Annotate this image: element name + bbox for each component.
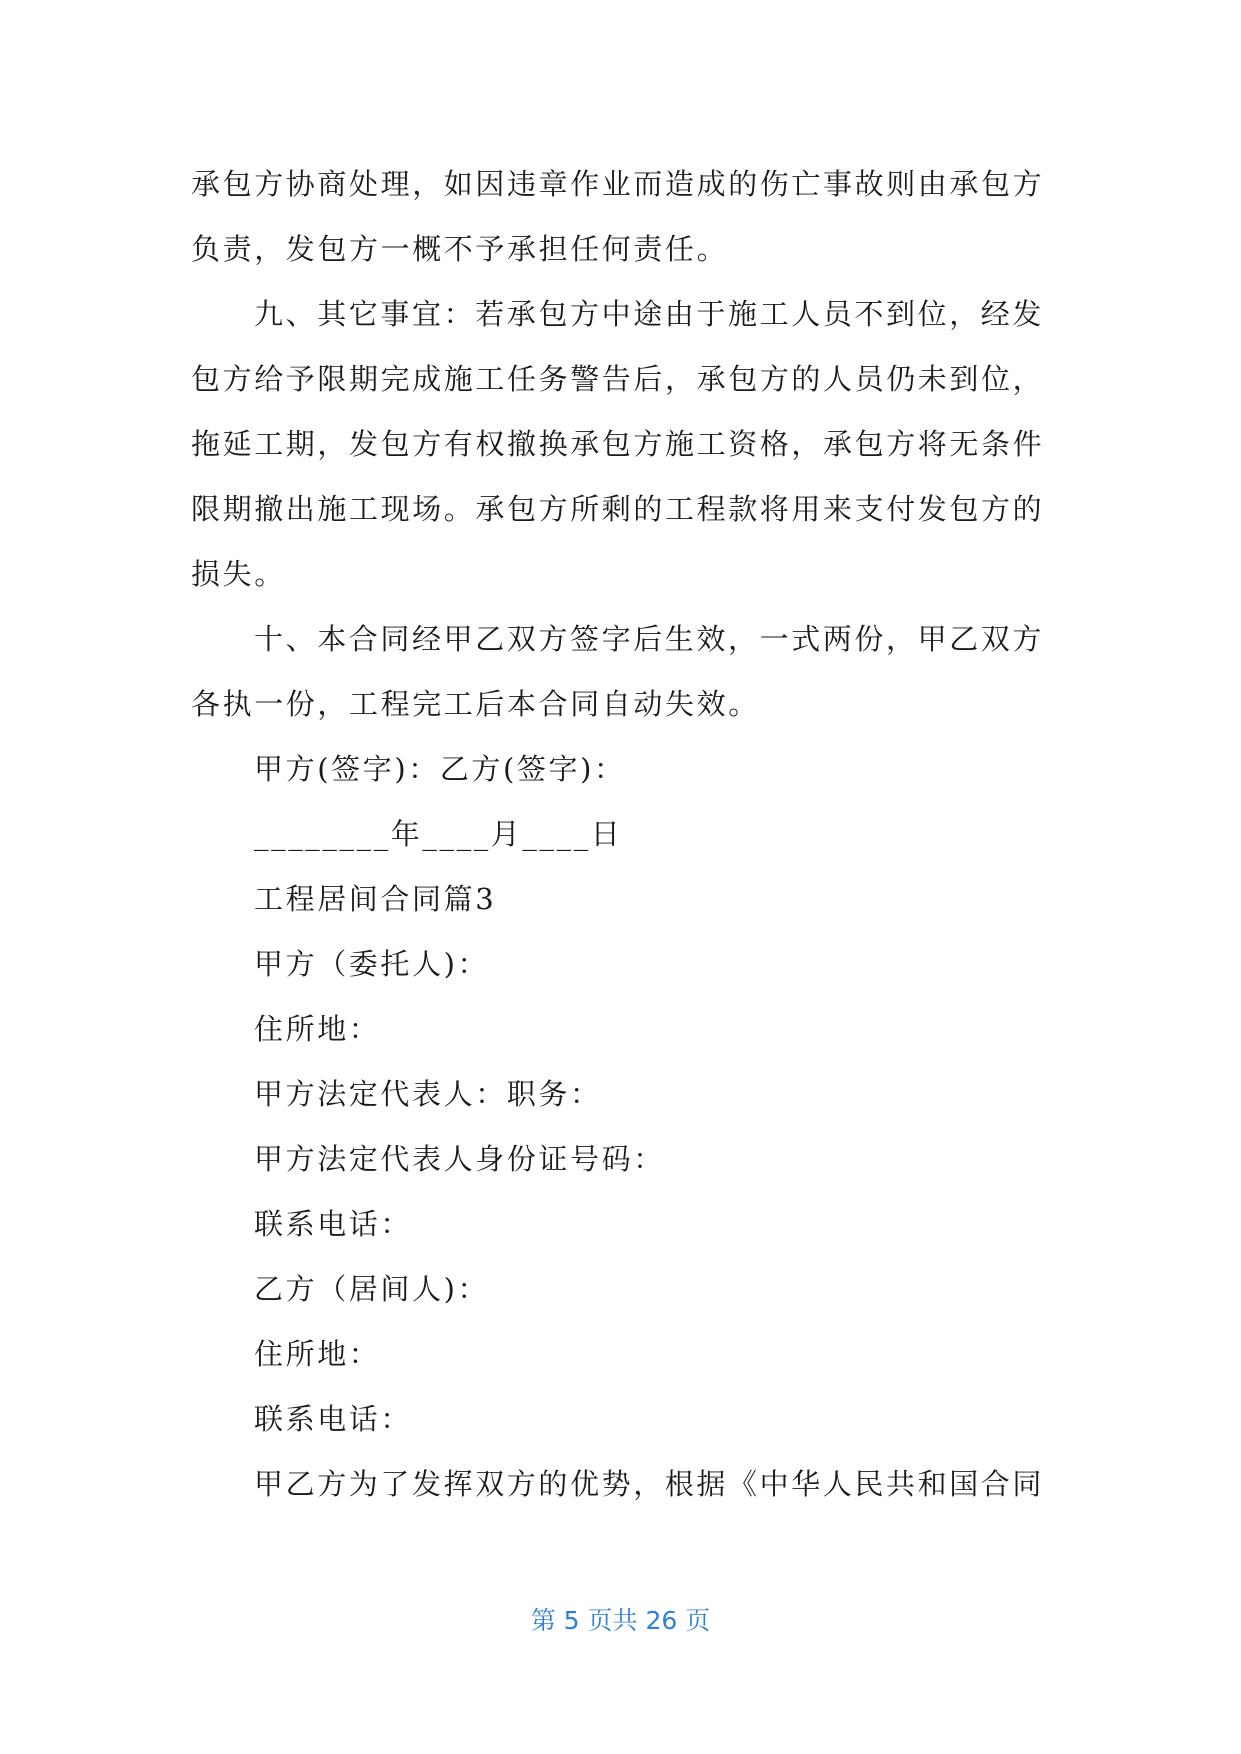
- date-line: ________年____月____日: [254, 817, 623, 851]
- paragraph-line: 拖延工期，发包方有权撤换承包方施工资格，承包方将无条件: [191, 427, 1045, 461]
- id-number-label: 甲方法定代表人身份证号码：: [254, 1142, 665, 1176]
- paragraph-line: 损失。: [191, 557, 286, 591]
- legal-rep-label: 甲方法定代表人：职务：: [254, 1077, 602, 1111]
- page-number: 第 5 页共 26 页: [530, 1606, 711, 1635]
- address-label: 住所地：: [254, 1012, 381, 1046]
- paragraph-line: 限期撤出施工现场。承包方所剩的工程款将用来支付发包方的: [191, 492, 1045, 526]
- signature-line: 甲方(签字)：乙方(签字)：: [254, 752, 626, 786]
- paragraph-line: 九、其它事宜：若承包方中途由于施工人员不到位，经发: [254, 297, 1045, 331]
- paragraph-line: 甲乙方为了发挥双方的优势，根据《中华人民共和国合同: [254, 1467, 1045, 1501]
- document-body: [191, 152, 1045, 1517]
- section-heading: 工程居间合同篇3: [254, 882, 497, 916]
- paragraph-line: 负责，发包方一概不予承担任何责任。: [191, 232, 729, 266]
- phone-label: 联系电话：: [254, 1402, 413, 1436]
- paragraph-line: 十、本合同经甲乙双方签字后生效，一式两份，甲乙双方: [254, 622, 1045, 656]
- party-a-label: 甲方（委托人)：: [254, 947, 490, 981]
- address-label: 住所地：: [254, 1337, 381, 1371]
- paragraph-line: 各执一份，工程完工后本合同自动失效。: [191, 687, 760, 721]
- phone-label: 联系电话：: [254, 1207, 413, 1241]
- paragraph-line: 承包方协商处理，如因违章作业而造成的伤亡事故则由承包方: [191, 167, 1045, 201]
- party-b-label: 乙方（居间人)：: [254, 1272, 490, 1306]
- paragraph-line: 包方给予限期完成施工任务警告后，承包方的人员仍未到位，: [191, 362, 1045, 396]
